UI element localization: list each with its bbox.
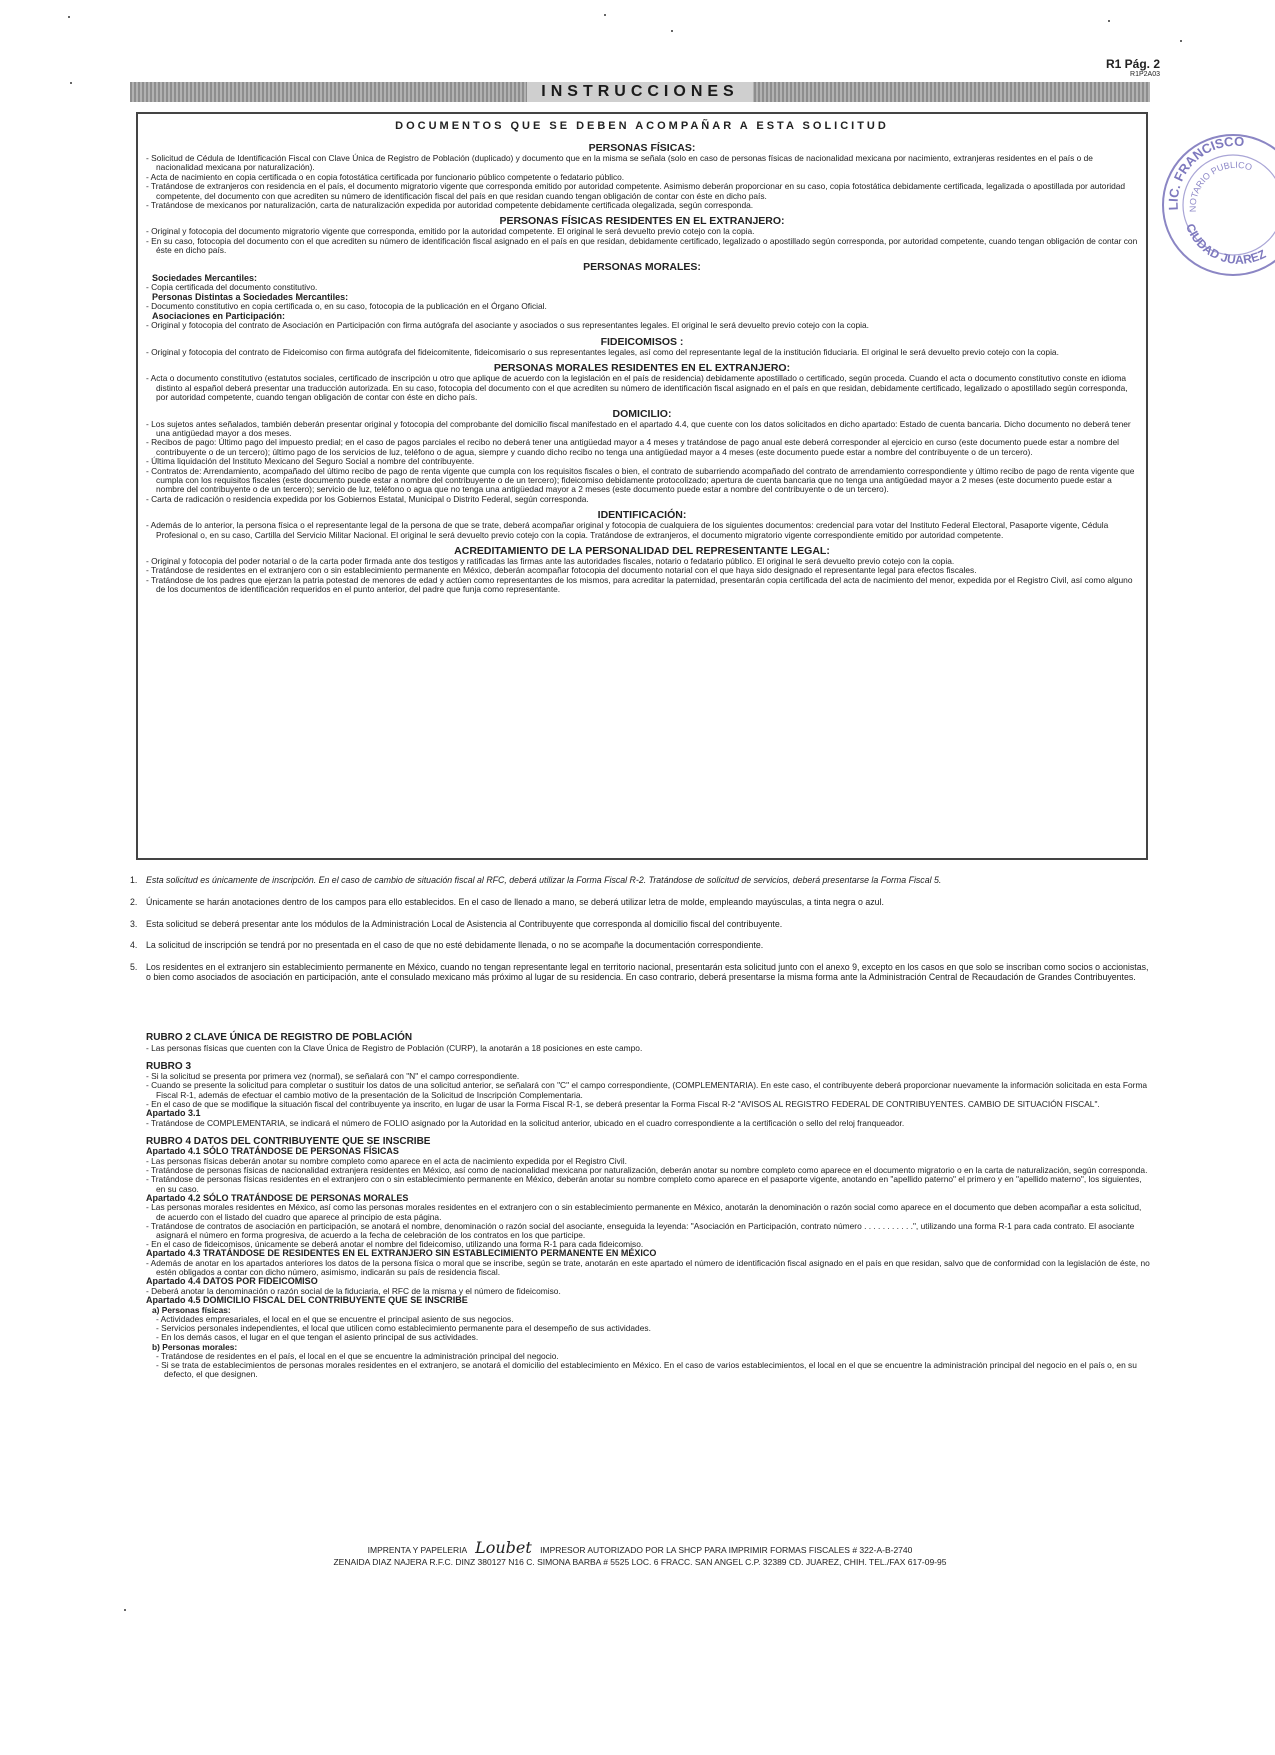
note-number: 2. [130, 896, 138, 907]
section-fideicomisos [146, 337, 1138, 357]
svg-text:NOTARIO PUBLICO [1188, 160, 1254, 213]
scan-speck [124, 1609, 126, 1611]
list-item: - Tratándose de extranjeros con residencia en el país, el documento migratorio vigente que corresponda emitido por autoridad competente. Asimismo deberán proporcionar en su caso, copia fotostática debidamente certificada, legalizada o apostillada por autoridad competente, del documento con que acrediten su número de identificación fiscal del país en que residan cuando tengan obligación de contar con éste en dicho país. [146, 182, 1138, 201]
scan-speck [671, 30, 673, 32]
rubro-item: - En el caso de fideicomisos, únicamente se deberá anotar el nombre del fideicomiso, utilizando una forma R-1 para cada fideicomiso. [146, 1240, 1150, 1249]
subheading: Sociedades Mercantiles: [152, 272, 258, 283]
page-reference [1090, 58, 1160, 79]
note-text: Esta solicitud se deberá presentar ante los módulos de la Administración Local de Asistencia al Contribuyente que corresponda al domicilio fiscal del contribuyente. [146, 918, 783, 929]
scan-speck [1180, 40, 1182, 42]
section-domicilio [146, 409, 1138, 505]
rubro-item: - Tratándose de residentes en el país, el local en el que se encuentre la administración principal del negocio. [146, 1352, 1150, 1361]
rubro-item: - Actividades empresariales, el local en el que se encuentre el principal asiento de sus negocios. [146, 1315, 1150, 1324]
note-item [130, 920, 1150, 930]
apartado-heading: Apartado 4.5 DOMICILIO FISCAL DEL CONTRIBUYENTE QUE SE INSCRIBE [146, 1295, 468, 1306]
box-title: DOCUMENTOS QUE SE DEBEN ACOMPAÑAR A ESTA SOLICITUD [395, 120, 889, 132]
list-item: - Última liquidación del Instituto Mexicano del Seguro Social a nombre del contribuyente. [146, 457, 1138, 466]
list-item: - Copia certificada del documento constitutivo. [146, 283, 1138, 292]
apartado-heading: Apartado 3.1 [146, 1108, 201, 1119]
note-text: Únicamente se harán anotaciones dentro de los campos para ello establecidos. En el caso de llenado a mano, se deberá utilizar letra de molde, empleando mayúsculas, a tinta negra o azul. [146, 896, 884, 907]
rubro-item: - En los demás casos, el lugar en el que tengan el asiento principal de sus actividades. [146, 1333, 1150, 1342]
apartado-heading: Apartado 4.2 SÓLO TRATÁNDOSE DE PERSONAS MORALES [146, 1192, 409, 1203]
section-fisicas-extranjero [146, 216, 1138, 255]
rubro-item: - Las personas físicas que cuenten con la Clave Única de Registro de Población (CURP), la anotarán a 18 posiciones en este campo. [146, 1044, 1150, 1053]
rubro-item: - Servicios personales independientes, el local que utilicen como establecimiento permanente para el desempeño de sus actividades. [146, 1324, 1150, 1333]
note-item [130, 876, 1150, 886]
list-item: - Acta o documento constitutivo (estatutos sociales, certificado de inscripción u otro que aplique de acuerdo con la legislación en el país de residencia) debidamente apostillado o certificado, según proceda. Cuando el acta o documento constitutivo conste en idioma distinto al español deberá presentar una traducción autorizada. En su caso, fotocopia del documento con el que acrediten su número de identificación fiscal asignado en el país en que residan, debidamente certificado, legalizado o apostillado según corresponda, por autoridad competente, cuando tengan obligación de contar con éste en dicho país. [146, 374, 1138, 402]
note-item [130, 963, 1150, 983]
section-personas-fisicas [146, 143, 1138, 210]
list-item: - Original y fotocopia del poder notarial o de la carta poder firmada ante dos testigos y ratificadas las firmas ante las autoridades fiscales, notario o fedatario público. El original le será devuelto previo cotejo con la copia. [146, 557, 1138, 566]
note-number: 1. [130, 875, 138, 885]
section-heading: FIDEICOMISOS : [600, 335, 684, 348]
scan-speck [604, 14, 606, 16]
printer-footer [140, 1538, 1140, 1568]
note-text: Esta solicitud es únicamente de inscripción. En el caso de cambio de situación fiscal al RFC, deberá utilizar la Forma Fiscal R-2. Tratándose de solicitud de servicios, deberá presentarse la Forma Fiscal 5. [146, 875, 942, 885]
rubros-instructions [146, 1028, 1150, 1379]
list-item: - Además de lo anterior, la persona física o el representante legal de la persona de que se trate, deberá acompañar original y fotocopia de cualquiera de los siguientes documentos: credencial para votar del Instituto Federal Electoral, Pasaporte vigente, Cédula Profesional o, en su caso, Cartilla del Servicio Militar Nacional. El original le será devuelto previo cotejo con la copia. Tratándose de extranjeros, el documento migratorio vigente correspondiente emitido por autoridad competente. [146, 521, 1138, 540]
section-heading: PERSONAS MORALES RESIDENTES EN EL EXTRANJERO: [493, 362, 791, 375]
scan-speck [1108, 20, 1110, 22]
apartado-heading: Apartado 4.4 DATOS POR FIDEICOMISO [146, 1276, 318, 1287]
apartado-heading: Apartado 4.3 TRATÁNDOSE DE RESIDENTES EN EL EXTRANJERO SIN ESTABLECIMIENTO PERMANENTE EN MÉXICO [146, 1248, 657, 1259]
section-heading: ACREDITAMIENTO DE LA PERSONALIDAD DEL REPRESENTANTE LEGAL: [454, 544, 830, 557]
section-heading: PERSONAS MORALES: [583, 260, 701, 273]
apartado-subheading: b) Personas morales: [152, 1341, 238, 1352]
list-item: - En su caso, fotocopia del documento con el que acrediten su número de identificación fiscal asignado en el país en que residan, debidamente certificado, legalizado o apostillado según corresponda, por autoridad competente, cuando tengan obligación de contar con éste en dicho país. [146, 237, 1138, 256]
list-item: - Documento constitutivo en copia certificada o, en su caso, fotocopia de la publicación en el Órgano Oficial. [146, 302, 1138, 311]
list-item: - Original y fotocopia del contrato de Fideicomiso con firma autógrafa del fideicomitente, fideicomisario o sus representantes legales, así como del representante legal de la institución fiduciaria. El original le será devuelto previo cotejo con la copia. [146, 348, 1138, 357]
section-heading: PERSONAS FÍSICAS: [588, 142, 696, 154]
rubro-item: - Tratándose de personas físicas de nacionalidad extranjera residentes en México, así como de nacionalidad mexicana por naturalización, deberán anotar su nombre completo como aparece en el documento migratorio o en la carta de naturalización, según corresponda. [146, 1166, 1150, 1175]
seal-text-bottom: CIUDAD JUAREZ [1183, 221, 1269, 267]
section-morales-extranjero [146, 363, 1138, 402]
list-item: - Recibos de pago: Último pago del impuesto predial; en el caso de pagos parciales el recibo no deberá tener una antigüedad mayor a 4 meses y tratándose de pago anual este deberá corresponder al ejercicio en curso (este documento puede estar a nombre del contribuyente o de un tercero); último pago de los servicios de luz, teléfono o de agua, siempre y cuando dicho recibo no tenga una antigüedad mayor a 4 meses (este documento puede estar a nombre del contribuyente o de un tercero). [146, 438, 1138, 457]
section-acreditamiento [146, 546, 1138, 595]
form-code: R1P2A03 [1130, 71, 1160, 78]
section-heading: PERSONAS FÍSICAS RESIDENTES EN EL EXTRANJERO: [499, 215, 785, 228]
subheading: Asociaciones en Participación: [152, 311, 286, 322]
list-item: - Original y fotocopia del documento migratorio vigente que corresponda, emitido por la autoridad competente. El original le será devuelto previo cotejo con la copia. [146, 227, 1138, 236]
rubro-item: - Tratándose de contratos de asociación en participación, se anotará el nombre, denominación o razón social del asociante, enseguida la leyenda: "Asociación en Participación, contrato número . . . . . . . . . . .", utilizando una forma R-1 para cada contrato. El asociante asignará el número en forma progresiva, de acuerdo a la fecha de celebración de los contratos en los que participe. [146, 1222, 1150, 1240]
rubro-item: - Si la solicitud se presenta por primera vez (normal), se señalará con "N" el campo correspondiente. [146, 1072, 1150, 1081]
banner-title: INSTRUCCIONES [527, 82, 752, 102]
rubro-item: - Cuando se presente la solicitud para completar o sustituir los datos de una solicitud anterior, se señalará con "C" el campo correspondiente, (COMPLEMENTARIA). En este caso, el contribuyente deberá proporcionar nuevamente la información solicitada en esta Forma Fiscal R-1, además de efectuar el cambio motivo de la presentación de la Solicitud de Inscripción Complementaria. [146, 1081, 1150, 1099]
rubro-heading: RUBRO 3 [146, 1060, 192, 1072]
rubro-item: - Tratándose de COMPLEMENTARIA, se indicará el número de FOLIO asignado por la Autoridad en la solicitud anterior, ubicado en el cuadro correspondiente a la certificación o sello del reloj franqueador. [146, 1119, 1150, 1128]
rubro-heading: RUBRO 4 DATOS DEL CONTRIBUYENTE QUE SE INSCRIBE [146, 1135, 431, 1147]
note-number: 3. [130, 918, 138, 929]
rubro-item: - En el caso de que se modifique la situación fiscal del contribuyente ya inscrito, en lugar de usar la Forma Fiscal R-1, se deberá presentar la Forma Fiscal R-2 "AVISOS AL REGISTRO FEDERAL DE CONTRIBUYENTES. CAMBIO DE SITUACIÓN FISCAL". [146, 1100, 1150, 1109]
scan-speck [68, 16, 70, 18]
printer-name: IMPRENTA Y PAPELERIA [367, 1545, 467, 1555]
printer-authorization: IMPRESOR AUTORIZADO POR LA SHCP PARA IMPRIMIR FORMAS FISCALES # 322-A-B-2740 [540, 1545, 913, 1555]
documents-box [136, 112, 1148, 860]
svg-text:CIUDAD JUAREZ [1183, 222, 1268, 267]
printer-address: ZENAIDA DIAZ NAJERA R.F.C. DINZ 380127 N16 C. SIMONA BARBA # 5525 LOC. 6 FRACC. SAN ANGEL C.P. 32389 CD. JUAREZ, CHIH. TEL./FAX 617-09-95 [333, 1557, 947, 1567]
subheading: Personas Distintas a Sociedades Mercantiles: [152, 292, 349, 303]
notary-seal [1158, 130, 1275, 280]
rubro-item: - Tratándose de personas físicas residentes en el extranjero con o sin establecimiento permanente en México, deberán anotar su nombre completo como aparece en el pasaporte vigente, anotando en "apellido paterno" el primero y en "apellido materno", los siguientes, en su caso. [146, 1175, 1150, 1193]
rubro-item: - Si se trata de establecimientos de personas morales residentes en el extranjero, se anotará el domicilio del establecimiento en México. En el caso de varios establecimientos, el local en el que se encuentre la administración principal del negocio en el país o, en su defecto, el que designen. [146, 1361, 1150, 1379]
list-item: - Contratos de: Arrendamiento, acompañado del último recibo de pago de renta vigente que cumpla con los requisitos fiscales o bien, el contrato de subarriendo acompañado del contrato de arrendamiento correspondiente y último recibo de pago de renta vigente que cumpla con los requisitos fiscales (este documento puede estar a nombre del contribuyente o de un tercero); fideicomiso debidamente protocolizado; apertura de cuenta bancaria que no tenga una antigüedad mayor a 2 meses (este documento puede estar a nombre del contribuyente o de un tercero); servicio de luz, teléfono o agua que no tenga una antigüedad mayor a 2 meses (este documento puede estar a nombre del contribuyente o de un tercero). [146, 467, 1138, 495]
rubro-item: - Las personas morales residentes en México, así como las personas morales residentes en el extranjero con o sin establecimiento permanente en México, anotarán la denominación o razón social como aparece en el documento que deben acompañar a esta solicitud, de acuerdo con el listado del cuadro que aparece al principio de esta página. [146, 1203, 1150, 1221]
apartado-heading: Apartado 4.1 SÓLO TRATÁNDOSE DE PERSONAS FÍSICAS [146, 1146, 399, 1157]
list-item: - Acta de nacimiento en copia certificada o en copia fotostática certificada por funcionario público competente o fedatario público. [146, 173, 1138, 182]
rubro-item: - Además de anotar en los apartados anteriores los datos de la persona física o moral que se inscribe, según se trate, anotarán en este apartado el número de identificación fiscal asignado en el país en que residan, salvo que de conformidad con la legislación de éste, no estén obligados a contar con dicho número, asimismo, indicarán su país de residencia fiscal. [146, 1259, 1150, 1277]
scan-speck [70, 82, 72, 84]
section-personas-morales [146, 262, 1138, 331]
section-heading: DOMICILIO: [612, 407, 672, 420]
instructions-banner [130, 82, 1150, 102]
note-text: La solicitud de inscripción se tendrá por no presentada en el caso de que no esté debidamente llenada, o no se acompañe la documentación correspondiente. [146, 940, 764, 951]
printer-logo: Loubet [475, 1538, 532, 1557]
general-notes [130, 876, 1150, 995]
apartado-subheading: a) Personas físicas: [152, 1304, 231, 1315]
section-heading: IDENTIFICACIÓN: [597, 509, 687, 522]
page-number: R1 Pág. 2 [1105, 57, 1160, 71]
note-text: Los residentes en el extranjero sin establecimiento permanente en México, cuando no tengan representante legal en territorio nacional, presentarán esta solicitud junto con el anexo 9, excepto en los casos en que solo se inscriban como socios o accionistas, o bien como asociados de asociación en participación, ante el consulado mexicano más próximo al lugar de su residencia. En caso contrario, deberá presentarse la misma forma ante la Administración Central de Recaudación de Grandes Contribuyentes. [146, 962, 1149, 982]
list-item: - Tratándose de mexicanos por naturalización, carta de naturalización expedida por autoridad competente debidamente certificada olegalizada, según corresponda. [146, 201, 1138, 210]
seal-text-top: LIC. FRANCISCO [1165, 133, 1245, 211]
list-item: - Solicitud de Cédula de Identificación Fiscal con Clave Única de Registro de Población (duplicado) y documento que en la misma se señala (solo en caso de personas físicas de nacionalidad mexicana por nacimiento, extranjeras residentes en el país o de nacionalidad mexicana por naturalización). [146, 154, 1138, 173]
list-item: - Carta de radicación o residencia expedida por los Gobiernos Estatal, Municipal o Distrito Federal, según corresponda. [146, 495, 1138, 504]
note-number: 4. [130, 940, 138, 951]
rubro-item: - Las personas físicas deberán anotar su nombre completo como aparece en el acta de nacimiento expedida por el Registro Civil. [146, 1157, 1150, 1166]
section-identificacion [146, 510, 1138, 540]
note-number: 5. [130, 962, 138, 973]
list-item: - Tratándose de los padres que ejerzan la patria potestad de menores de edad y actúen como representantes de los mismos, para acreditar la paternidad, presentarán copia certificada del acta de nacimiento del menor, expedida por el Registro Civil, así como alguno de los documentos de identificación requeridos en el punto anterior, del padre que funja como representante. [146, 576, 1138, 595]
rubro-heading: RUBRO 2 CLAVE ÚNICA DE REGISTRO DE POBLACIÓN [146, 1032, 413, 1043]
seal-text-middle: NOTARIO PUBLICO [1187, 159, 1254, 213]
list-item: - Original y fotocopia del contrato de Asociación en Participación con firma autógrafa del asociante y asociados o sus representantes legales. El original le será devuelto previo cotejo con la copia. [146, 321, 1138, 330]
list-item: - Tratándose de residentes en el extranjero con o sin establecimiento permanente en México, deberán acompañar fotocopia del documento notarial con el que haya sido designado el representante legal para efectos fiscales. [146, 566, 1138, 575]
rubro-item: - Deberá anotar la denominación o razón social de la fiduciaria, el RFC de la misma y el número de fideicomiso. [146, 1287, 1150, 1296]
note-item [130, 898, 1150, 908]
note-item [130, 941, 1150, 951]
list-item: - Los sujetos antes señalados, también deberán presentar original y fotocopia del comprobante del domicilio fiscal manifestado en el apartado 4.4, que cuente con los datos solicitados en dicho apartado: Estado de cuenta bancaria. Dicho documento no deberá tener una antigüedad mayor a dos meses. [146, 420, 1138, 439]
printer-line [140, 1538, 1140, 1557]
